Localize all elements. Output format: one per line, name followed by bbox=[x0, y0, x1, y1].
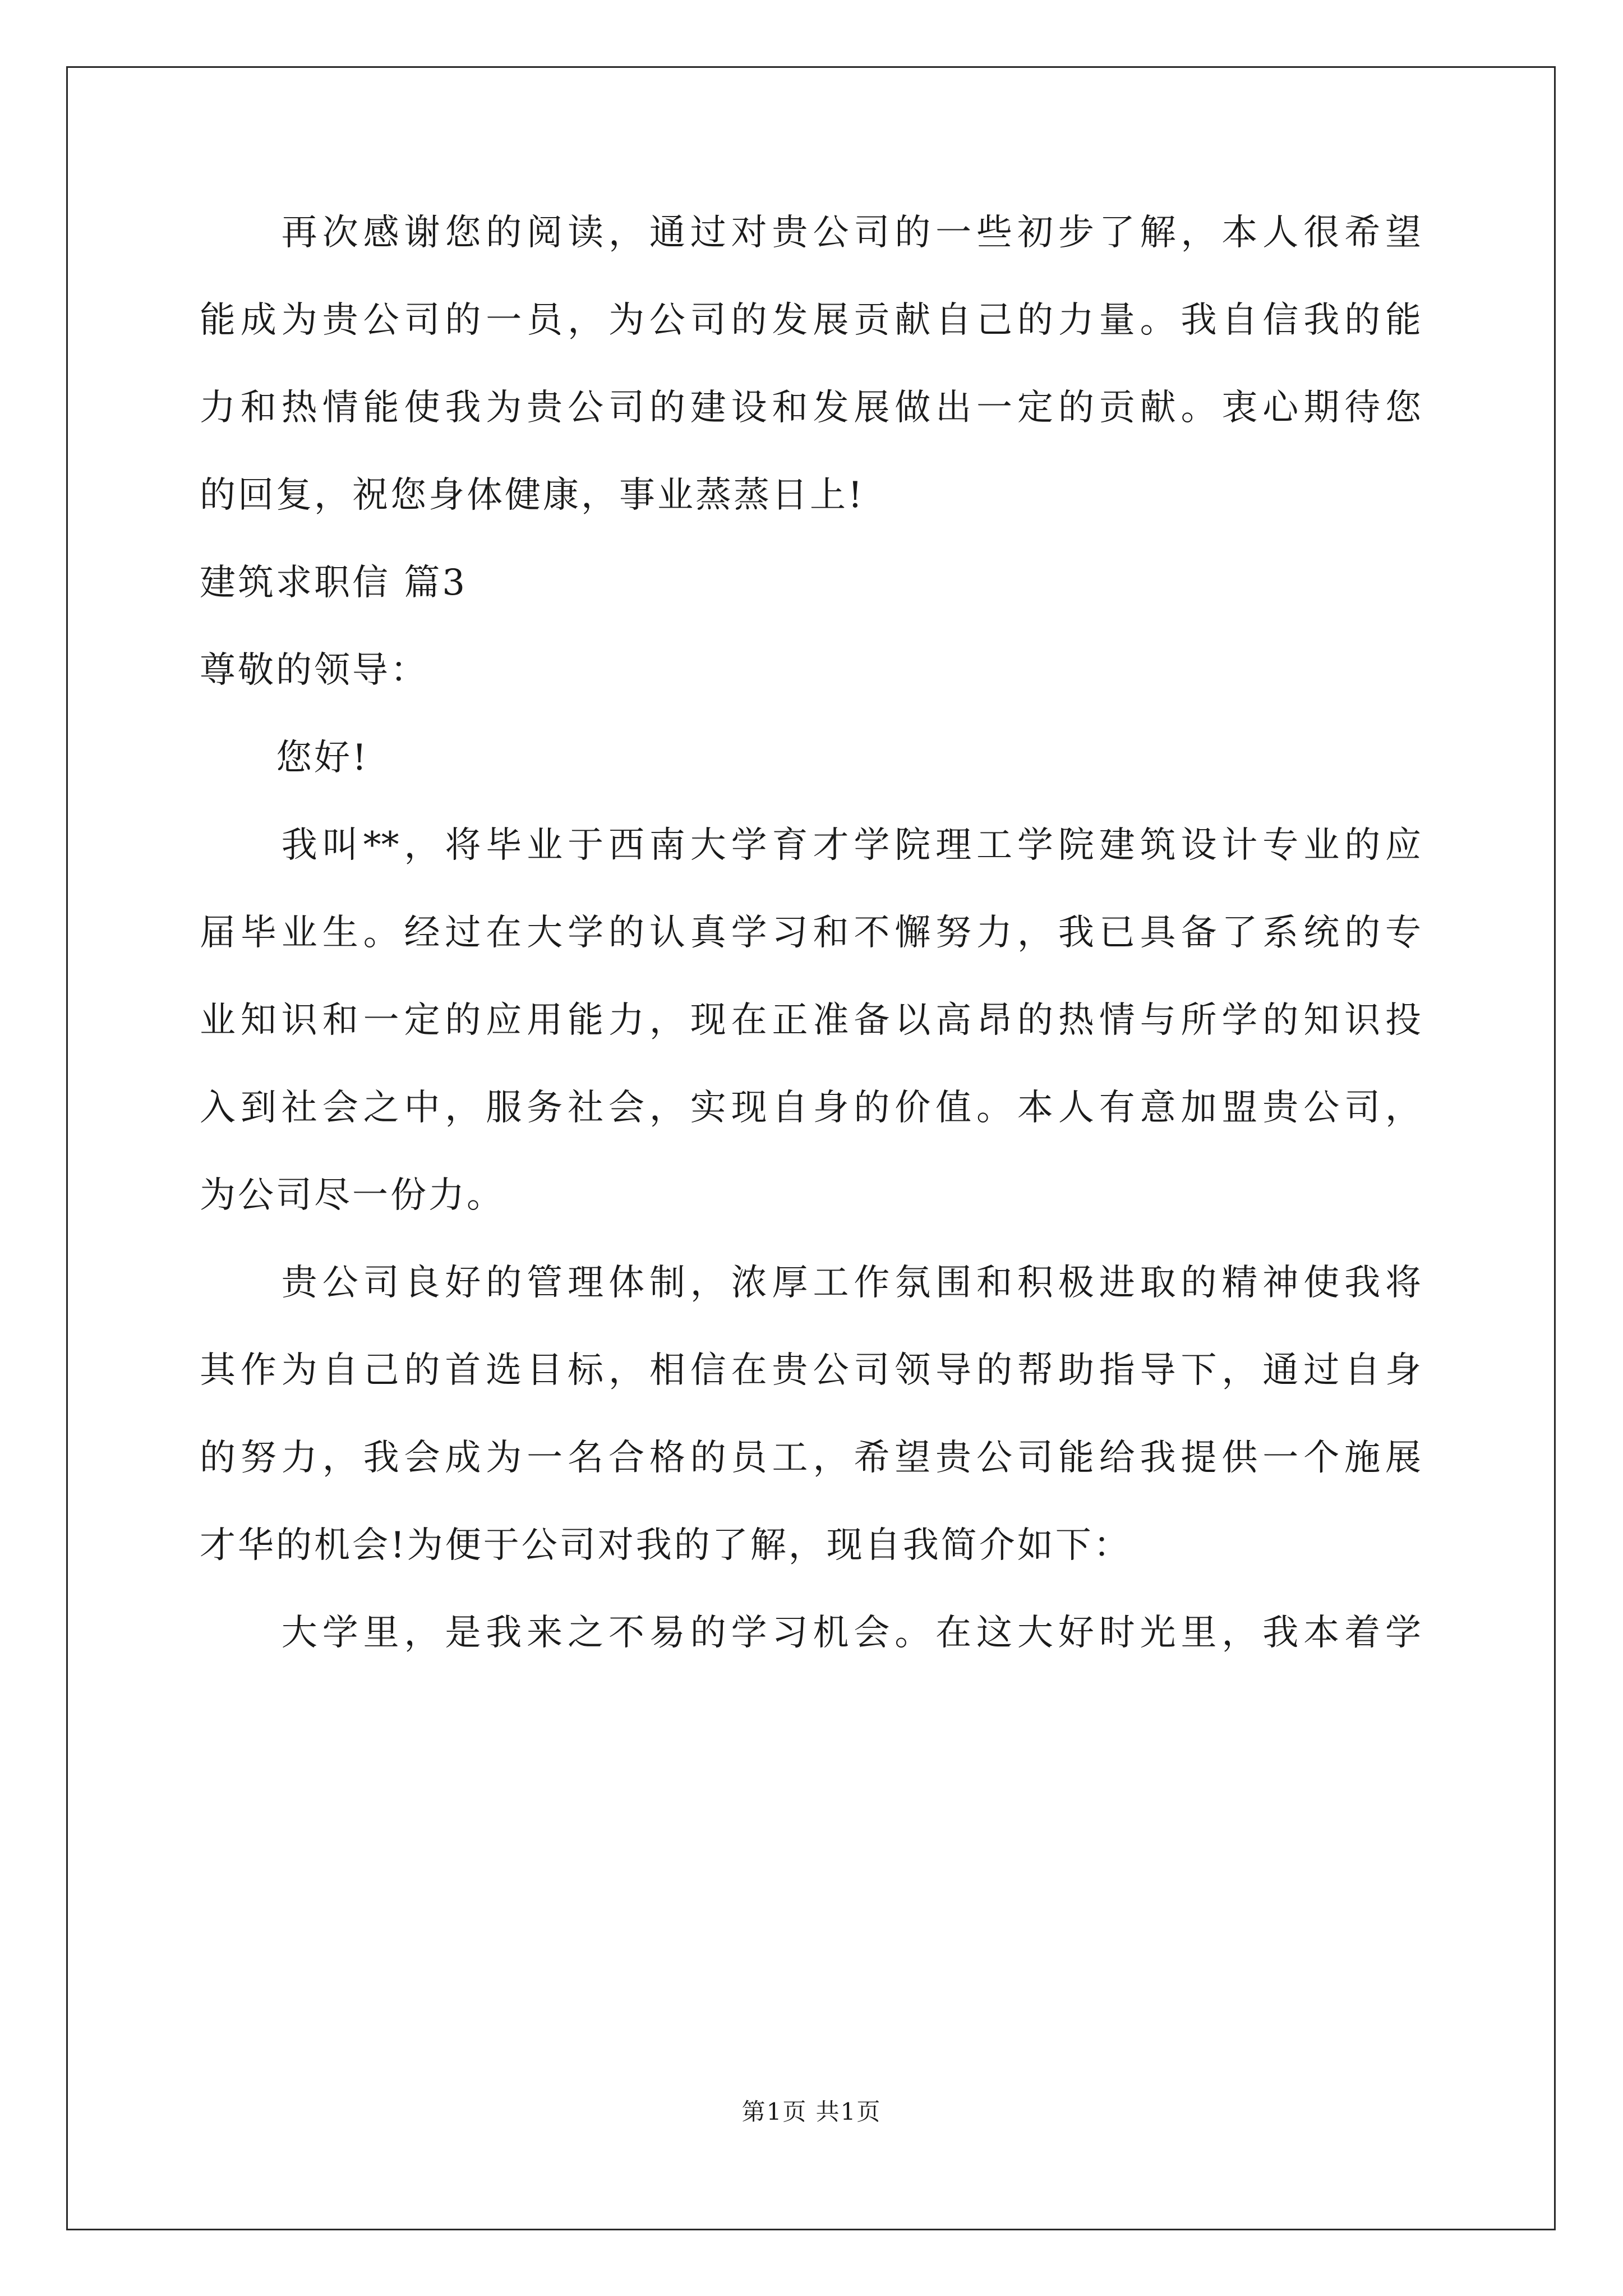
salutation: 尊敬的领导： bbox=[200, 650, 428, 691]
text-line: 届毕业生。经过在大学的认真学习和不懈努力，我已具备了系统的专 bbox=[200, 912, 1421, 954]
text-line: 才华的机会!为便于公司对我的了解，现自我简介如下： bbox=[200, 1525, 1132, 1566]
text-line: 其作为自己的首选目标，相信在贵公司领导的帮助指导下，通过自身 bbox=[200, 1350, 1421, 1391]
text-line: 力和热情能使我为贵公司的建设和发展做出一定的贡献。衷心期待您 bbox=[200, 387, 1421, 429]
text-line: 再次感谢您的阅读，通过对贵公司的一些初步了解，本人很希望 bbox=[200, 212, 1421, 254]
text-line: 入到社会之中，服务社会，实现自身的价值。本人有意加盟贵公司， bbox=[200, 1087, 1421, 1129]
greeting: 您好! bbox=[200, 737, 369, 779]
text-line: 我叫**，将毕业于西南大学育才学院理工学院建筑设计专业的应 bbox=[200, 825, 1421, 866]
text-line: 业知识和一定的应用能力，现在正准备以高昂的热情与所学的知识投 bbox=[200, 1000, 1421, 1041]
text-line: 的回复，祝您身体健康，事业蒸蒸日上! bbox=[200, 475, 865, 516]
section-heading: 建筑求职信 篇3 bbox=[200, 562, 468, 604]
text-line: 能成为贵公司的一员，为公司的发展贡献自己的力量。我自信我的能 bbox=[200, 300, 1421, 341]
text-line: 大学里，是我来之不易的学习机会。在这大好时光里，我本着学 bbox=[200, 1612, 1421, 1654]
text-line: 的努力，我会成为一名合格的员工，希望贵公司能给我提供一个施展 bbox=[200, 1437, 1421, 1479]
text-line: 为公司尽一份力。 bbox=[200, 1175, 505, 1216]
page-footer: 第1页 共1页 bbox=[741, 2098, 882, 2125]
text-line: 贵公司良好的管理体制，浓厚工作氛围和积极进取的精神使我将 bbox=[200, 1262, 1421, 1304]
